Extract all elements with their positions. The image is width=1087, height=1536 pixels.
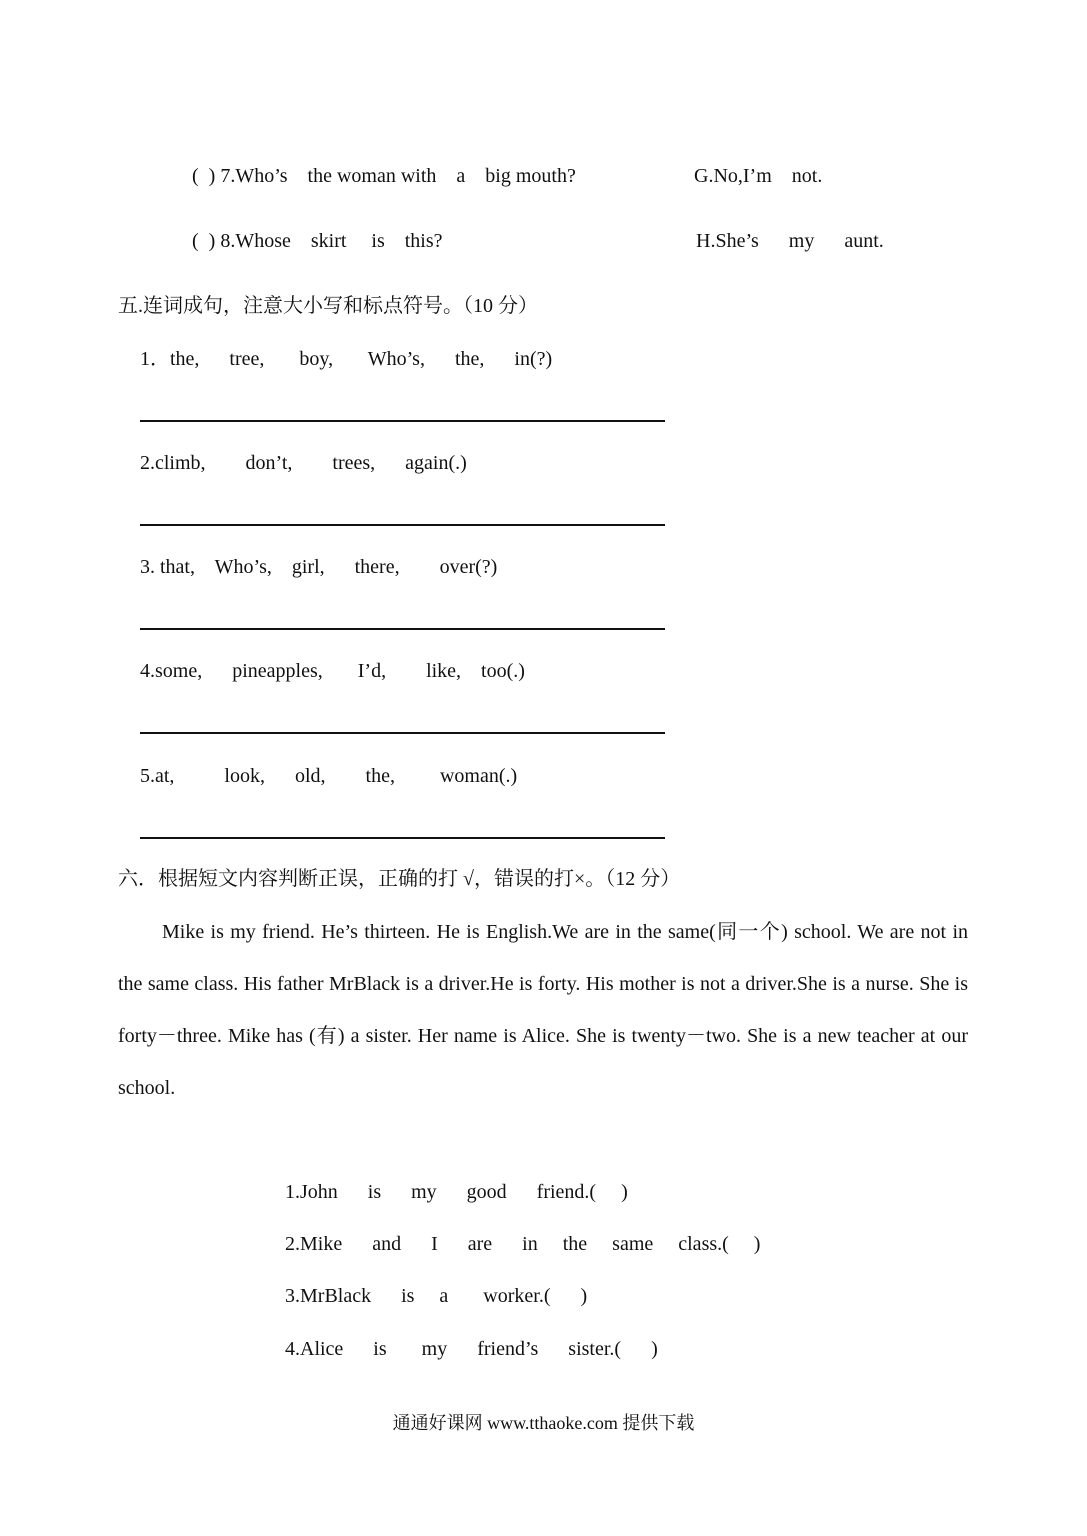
answer-line-3[interactable]	[140, 628, 665, 630]
answer-line-5[interactable]	[140, 837, 665, 839]
answer-line-1[interactable]	[140, 420, 665, 422]
matching-answer-g: G.No,I’m not.	[694, 165, 823, 187]
footer-source: 通通好课网 www.tthaoke.com 提供下载	[392, 1413, 695, 1433]
reorder-item-3: 3. that, Who’s, girl, there, over(?)	[140, 556, 498, 578]
reorder-item-5: 5.at, look, old, the, woman(.)	[140, 765, 518, 787]
matching-question-7: ( ) 7.Who’s the woman with a big mouth?	[192, 165, 576, 187]
judgement-statement-2: 2.Mike and I are in the same class.( )	[285, 1233, 761, 1255]
reorder-item-1: 1．the, tree, boy, Who’s, the, in(?)	[140, 348, 553, 370]
judgement-statement-1: 1.John is my good friend.( )	[285, 1181, 628, 1203]
judgement-statement-4: 4.Alice is my friend’s sister.( )	[285, 1338, 658, 1360]
judgement-statement-3: 3.MrBlack is a worker.( )	[285, 1285, 588, 1307]
reading-passage: Mike is my friend. He’s thirteen. He is English.We are in the same(同一个) school. We are not in the same class. His father MrBlack is a driver.He is forty. His mother is not a driver.She is a nurse. She is forty－three. Mike has (有) a sister. Her name is Alice. She is twenty－two. She is a new teacher at our school.	[118, 921, 968, 1099]
section6-heading: 六．根据短文内容判断正误，正确的打 √，错误的打×。（12 分）	[118, 868, 681, 890]
answer-line-2[interactable]	[140, 524, 665, 526]
matching-question-8: ( ) 8.Whose skirt is this?	[192, 230, 443, 252]
reorder-item-4: 4.some, pineapples, I’d, like, too(.)	[140, 660, 525, 682]
section5-heading: 五.连词成句，注意大小写和标点符号。（10 分）	[118, 295, 538, 317]
answer-line-4[interactable]	[140, 732, 665, 734]
reorder-item-2: 2.climb, don’t, trees, again(.)	[140, 452, 467, 474]
matching-answer-h: H.She’s my aunt.	[696, 230, 884, 252]
